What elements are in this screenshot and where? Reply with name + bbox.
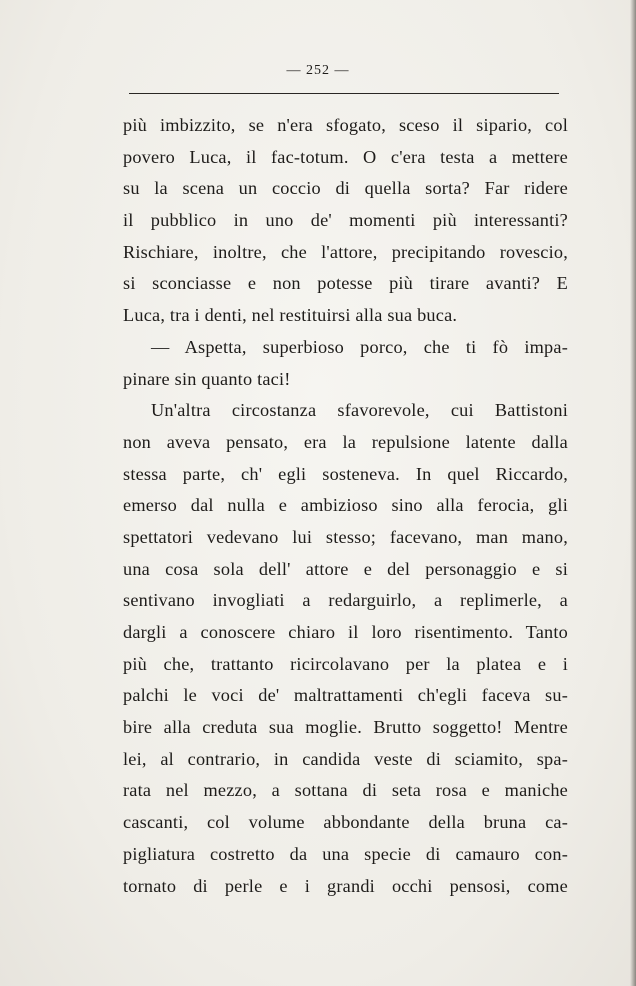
text-line: povero Luca, il fac-totum. O c'era testa a mettere — [123, 146, 568, 167]
text-line: sentivano invogliati a redarguirlo, a replimerle, a — [123, 590, 568, 611]
text-line: Un'altra circostanza sfavorevole, cui Battistoni — [151, 400, 568, 421]
page-number: — 252 — — [286, 63, 350, 78]
text-line: più che, trattanto ricircolavano per la platea e i — [123, 653, 568, 674]
text-line: rata nel mezzo, a sottana di seta rosa e maniche — [123, 780, 568, 801]
text-line: Luca, tra i denti, nel restituirsi alla sua buca. — [123, 305, 458, 326]
text-line: lei, al contrario, in candida veste di sciamito, spa- — [123, 748, 568, 769]
text-line: emerso dal nulla e ambizioso sino alla ferocia, gli — [123, 495, 568, 516]
page-edge-shadow — [630, 0, 636, 986]
text-line: — Aspetta, superbioso porco, che ti fò impa- — [151, 336, 568, 357]
text-line: pigliatura costretto da una specie di camauro con- — [123, 843, 568, 864]
text-line: Rischiare, inoltre, che l'attore, precipitando rovescio, — [123, 241, 568, 262]
text-line: una cosa sola dell' attore e del personaggio e si — [123, 558, 568, 579]
body-text — [123, 110, 568, 902]
text-line: si sconciasse e non potesse più tirare avanti? E — [123, 273, 568, 294]
text-line: più imbizzito, se n'era sfogato, sceso il sipario, col — [123, 115, 568, 135]
text-line: stessa parte, ch' egli sosteneva. In quel Riccardo, — [123, 463, 568, 484]
text-line: su la scena un coccio di quella sorta? Far ridere — [123, 178, 568, 199]
text-line: cascanti, col volume abbondante della bruna ca- — [123, 812, 568, 833]
text-line: palchi le voci de' maltrattamenti ch'egli faceva su- — [123, 685, 568, 706]
text-line: spettatori vedevano lui stesso; facevano, man mano, — [123, 526, 568, 547]
header-rule — [129, 93, 559, 94]
text-line: il pubblico in uno de' momenti più interessanti? — [123, 210, 568, 231]
text-line: non aveva pensato, era la repulsione latente dalla — [123, 431, 568, 452]
text-line: pinare sin quanto taci! — [123, 368, 291, 389]
text-line: bire alla creduta sua moglie. Brutto soggetto! Mentre — [123, 717, 568, 738]
text-line: tornato di perle e i grandi occhi pensosi, come — [123, 875, 568, 896]
text-line: dargli a conoscere chiaro il loro risentimento. Tanto — [123, 622, 568, 642]
